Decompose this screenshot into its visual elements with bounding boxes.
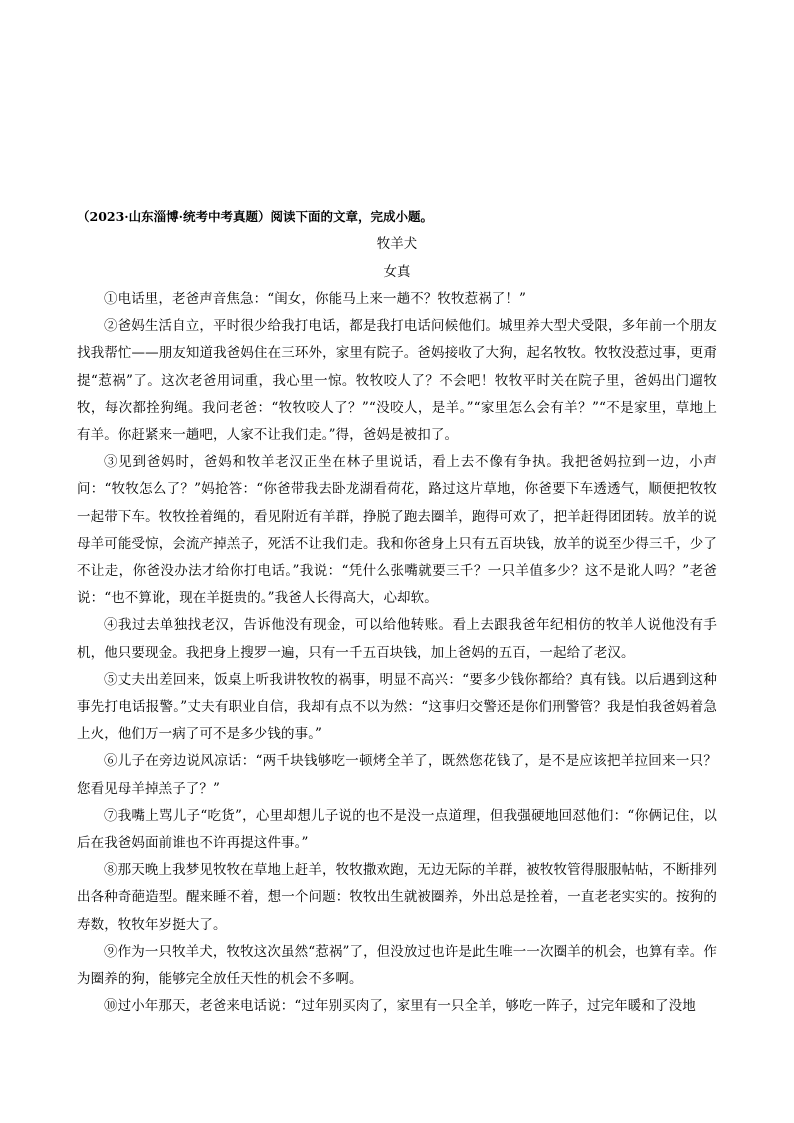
paragraph-6: ⑥儿子在旁边说风凉话：“两千块钱够吃一顿烤全羊了，既然您花钱了，是不是应该把羊拉回来一只？您看见母羊掉羔子了？”	[77, 753, 717, 797]
question-source: （2023·山东淄博·统考中考真题）阅读下面的文章，完成小题。	[77, 209, 433, 224]
article-title: 牧羊犬	[376, 236, 418, 252]
article	[77, 204, 717, 1020]
paragraph-1: ①电话里，老爸声音焦急：“闺女，你能马上来一趟不？牧牧惹祸了！”	[104, 291, 527, 307]
paragraph-4: ④我过去单独找老汉，告诉他没有现金，可以给他转账。看上去跟我爸年纪相仿的牧羊人说他没有手机，他只要现金。我把身上搜罗一遍，只有一千五百块钱，加上爸妈的五百，一起给了老汉。	[77, 617, 717, 661]
paragraph-8: ⑧那天晚上我梦见牧牧在草地上赶羊，牧牧撒欢跑，无边无际的羊群，被牧牧管得服服帖帖，不断排列出各种奇葩造型。醒来睡不着，想一个问题：牧牧出生就被圈养，外出总是拴着，一直老老实实的。按狗的寿数，牧牧年岁挺大了。	[77, 862, 717, 933]
article-author: 女真	[383, 264, 411, 280]
paragraph-7: ⑦我嘴上骂儿子“吃货”，心里却想儿子说的也不是没一点道理，但我强硬地回怼他们：“你俩记住，以后在我爸妈面前谁也不许再提这件事。”	[77, 807, 717, 852]
paragraph-10: ⑩过小年那天，老爸来电话说：“过年别买肉了，家里有一只全羊，够吃一阵子，过完年暖和了没地	[104, 998, 696, 1015]
paragraph-2: ②爸妈生活自立，平时很少给我打电话，都是我打电话问候他们。城里养大型犬受限，多年前一个朋友找我帮忙——朋友知道我爸妈住在三环外，家里有院子。爸妈接收了大狗，起名牧牧。牧牧没惹过事，更甭提“惹祸”了。这次老爸用词重，我心里一惊。牧牧咬人了？不会吧！牧牧平时关在院子里，爸妈出门遛牧牧，每次都拴狗绳。我问老爸：“牧牧咬人了？”“没咬人，是羊。”“家里怎么会有羊？”“不是家里，草地上有羊。你赶紧来一趟吧，人家不让我们走。”得，爸妈是被扣了。	[77, 318, 717, 444]
paragraph-9: ⑨作为一只牧羊犬，牧牧这次虽然“惹祸”了，但没放过也许是此生唯一一次圈羊的机会，也算有幸。作为圈养的狗，能够完全放任天性的机会不多啊。	[77, 943, 717, 988]
paragraph-3: ③见到爸妈时，爸妈和牧羊老汉正坐在林子里说话，看上去不像有争执。我把爸妈拉到一边，小声问：“牧牧怎么了？”妈抢答：“你爸带我去卧龙湖看荷花，路过这片草地，你爸要下车透透气，顺便把牧牧一起带下车。牧牧拴着绳的，看见附近有羊群，挣脱了跑去圈羊，跑得可欢了，把羊赶得团团转。放羊的说母羊可能受惊，会流产掉羔子，死活不让我们走。我和你爸身上只有五百块钱，放羊的说至少得三千，少了不让走，你爸没办法才给你打电话。”我说：“凭什么张嘴就要三千？一只羊值多少？这不是讹人吗？”老爸说：“也不算讹，现在羊挺贵的。”我爸人长得高大，心却软。	[77, 454, 717, 607]
paragraph-5: ⑤丈夫出差回来，饭桌上听我讲牧牧的祸事，明显不高兴：“要多少钱你都给？真有钱。以后遇到这种事先打电话报警。”丈夫有职业自信，我却有点不以为然：“这事归交警还是你们刑警管？我是怕我爸妈着急上火，他们万一病了可不是多少钱的事。”	[77, 671, 717, 743]
